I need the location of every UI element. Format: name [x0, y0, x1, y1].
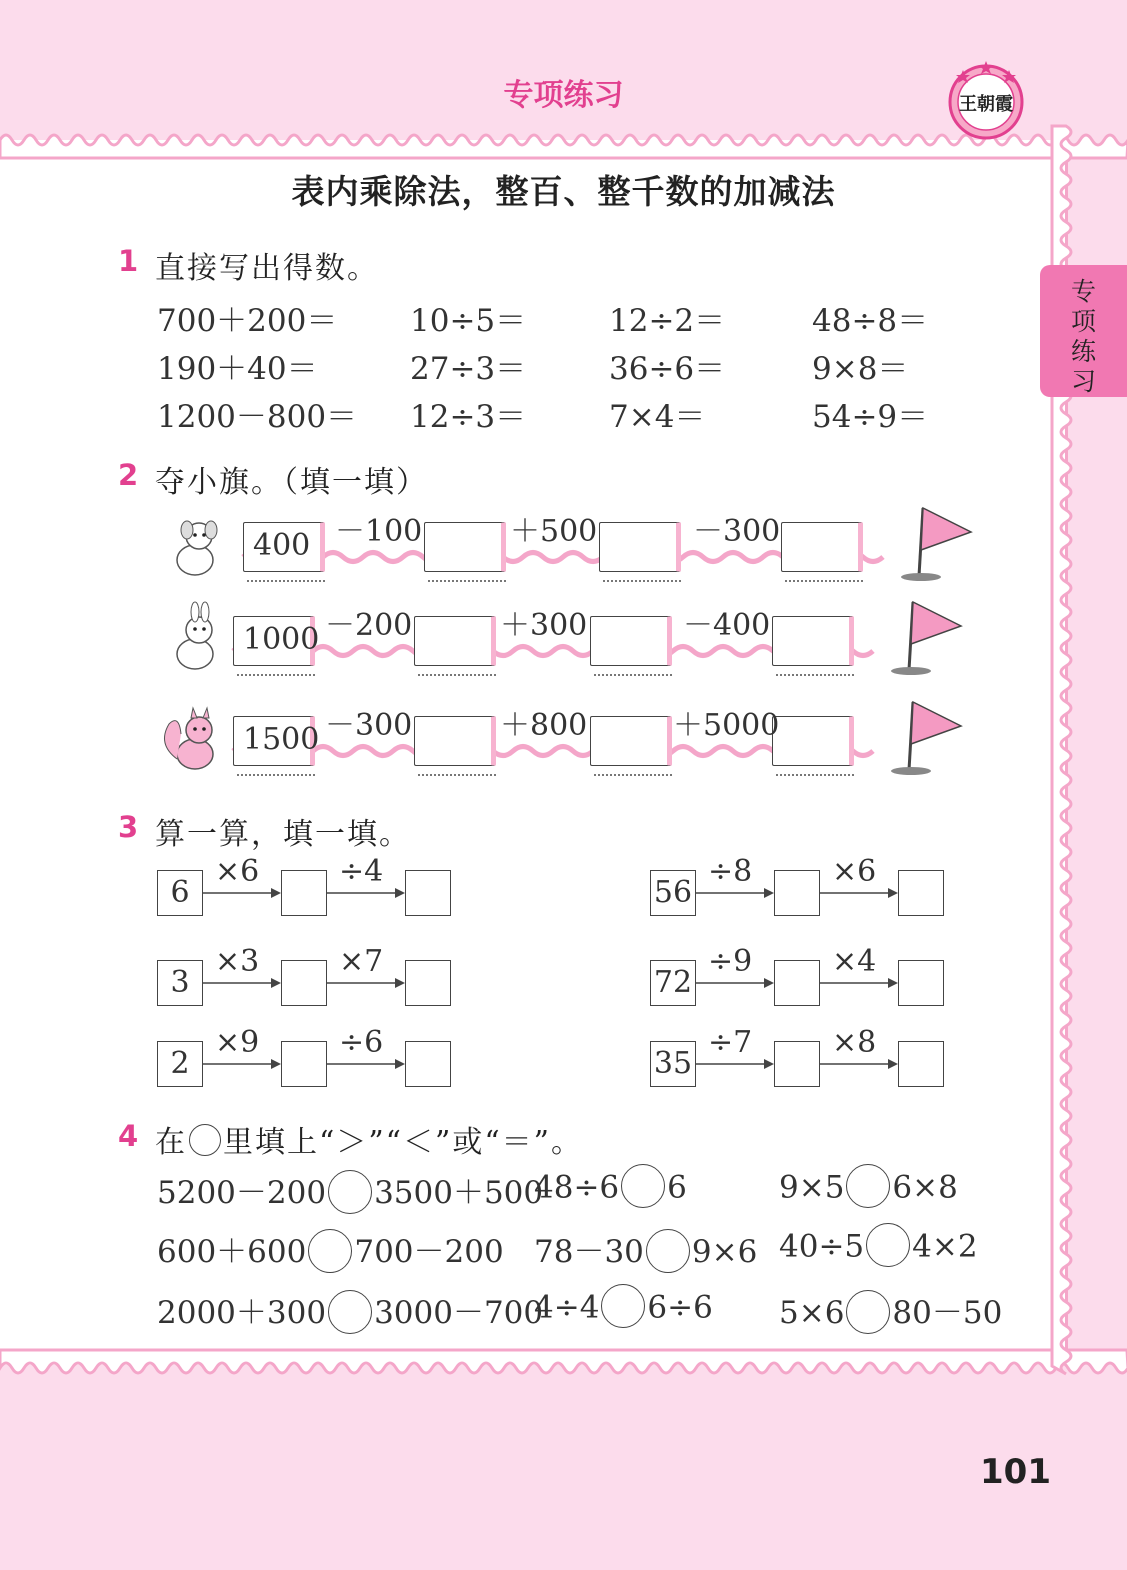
comparison-left: 78－30 [534, 1234, 644, 1270]
operation-label: －400 [683, 608, 771, 643]
question-3-text: 算一算，填一填。 [155, 817, 411, 852]
chain-operation: ÷9 [708, 944, 753, 979]
compare-circle[interactable] [846, 1164, 890, 1208]
comparison-right: 700－200 [354, 1234, 504, 1270]
chain-start-value: 6 [170, 875, 190, 910]
start-value: 400 [253, 528, 311, 563]
side-tab-char: 项 [1070, 307, 1096, 336]
chain-operation: ÷8 [708, 854, 753, 889]
question-4-text-after: 里填上“＞”“＜”或“＝”。 [223, 1125, 584, 1160]
comparison-right: 3500＋500 [374, 1175, 544, 1211]
chain-answer-box[interactable] [898, 960, 944, 1006]
answer-box[interactable] [772, 616, 854, 666]
q1-expression[interactable]: 48÷8＝ [812, 303, 929, 339]
brand-logo [945, 58, 1027, 140]
compare-circle[interactable] [308, 1229, 352, 1273]
dog-icon [155, 510, 227, 582]
answer-box[interactable] [414, 616, 496, 666]
goal-flag-icon [885, 598, 975, 678]
operation-label: ＋500 [510, 514, 598, 549]
question-4-number: 4 [118, 1119, 139, 1153]
question-4-text-before: 在 [155, 1125, 187, 1160]
comparison-left: 9×5 [779, 1169, 845, 1206]
chain-answer-box[interactable] [898, 870, 944, 916]
compare-circle[interactable] [621, 1164, 665, 1208]
page-number: 101 [980, 1452, 1051, 1492]
logo-text: 王朝霞 [959, 94, 1013, 115]
chain-answer-box[interactable] [405, 960, 451, 1006]
comparison-item [779, 1167, 958, 1211]
question-3-number: 3 [118, 810, 139, 844]
answer-box[interactable] [590, 616, 672, 666]
operation-label: ＋5000 [673, 708, 780, 743]
compare-circle[interactable] [846, 1290, 890, 1334]
rabbit-icon [155, 604, 227, 676]
q1-expression[interactable]: 10÷5＝ [410, 303, 527, 339]
comparison-left: 48÷6 [534, 1169, 620, 1206]
q1-expression[interactable]: 12÷2＝ [609, 303, 726, 339]
comparison-item [534, 1167, 687, 1211]
operation-label: ＋300 [500, 608, 588, 643]
q1-expression[interactable]: 12÷3＝ [410, 399, 527, 435]
comparison-item [157, 1167, 543, 1217]
operation-label: －100 [335, 514, 423, 549]
comparison-item [157, 1226, 504, 1276]
chain-answer-box[interactable] [774, 1041, 820, 1087]
page-title: 表内乘除法，整百、整千数的加减法 [291, 172, 836, 211]
side-tab-char: 专 [1070, 277, 1096, 306]
chain-answer-box[interactable] [405, 870, 451, 916]
answer-box[interactable] [772, 716, 854, 766]
grass-decoration [237, 766, 315, 776]
q1-expression[interactable]: 9×8＝ [812, 351, 909, 387]
chain-answer-box[interactable] [774, 960, 820, 1006]
answer-box[interactable] [424, 522, 506, 572]
grass-decoration [785, 572, 863, 582]
chain-answer-box[interactable] [405, 1041, 451, 1087]
compare-circle[interactable] [328, 1290, 372, 1334]
q1-expression[interactable]: 27÷3＝ [410, 351, 527, 387]
q1-expression[interactable]: 190＋40＝ [157, 351, 318, 387]
grass-decoration [237, 666, 315, 676]
compare-circle[interactable] [328, 1170, 372, 1214]
start-value: 1000 [243, 622, 320, 657]
comparison-left: 2000＋300 [157, 1295, 327, 1331]
q1-expression[interactable]: 1200－800＝ [157, 399, 358, 435]
comparison-right: 80－50 [892, 1295, 1003, 1331]
comparison-item [779, 1287, 1002, 1337]
comparison-right: 4×2 [912, 1228, 978, 1265]
comparison-left: 600＋600 [157, 1234, 307, 1270]
chain-operation: ÷6 [339, 1025, 384, 1060]
grass-decoration [247, 572, 325, 582]
comparison-right: 6÷6 [647, 1289, 713, 1326]
bottom-wave-border [0, 1350, 1127, 1390]
comparison-item [157, 1287, 543, 1337]
operation-label: －300 [325, 708, 413, 743]
chain-operation: ×4 [832, 944, 877, 979]
chain-operation: ×3 [215, 944, 260, 979]
grass-decoration [776, 766, 854, 776]
chain-answer-box[interactable] [281, 960, 327, 1006]
q1-expression[interactable]: 700＋200＝ [157, 303, 338, 339]
answer-box[interactable] [599, 522, 681, 572]
q1-expression[interactable]: 54÷9＝ [812, 399, 929, 435]
question-1-number: 1 [118, 244, 139, 278]
chain-operation: ÷7 [708, 1025, 753, 1060]
chain-operation: ×6 [832, 854, 877, 889]
start-value: 1500 [243, 722, 320, 757]
q1-expression[interactable]: 36÷6＝ [609, 351, 726, 387]
grass-decoration [594, 666, 672, 676]
chain-answer-box[interactable] [774, 870, 820, 916]
compare-circle[interactable] [601, 1284, 645, 1328]
chain-start-value: 2 [170, 1046, 190, 1081]
chain-operation: ×8 [832, 1025, 877, 1060]
question-4-text [155, 1117, 583, 1161]
chain-answer-box[interactable] [281, 1041, 327, 1087]
side-tab[interactable] [1040, 265, 1127, 397]
chain-operation: ×7 [339, 944, 384, 979]
grass-decoration [418, 666, 496, 676]
goal-flag-icon [885, 698, 975, 778]
comparison-item [534, 1287, 713, 1331]
comparison-left: 5×6 [779, 1295, 845, 1331]
squirrel-icon [155, 704, 227, 776]
side-tab-char: 习 [1070, 367, 1096, 396]
comparison-right: 6 [667, 1169, 687, 1206]
grass-decoration [594, 766, 672, 776]
q1-expression[interactable]: 7×4＝ [609, 399, 706, 435]
chain-answer-box[interactable] [898, 1041, 944, 1087]
comparison-item [779, 1226, 978, 1270]
chain-start-value: 35 [653, 1046, 693, 1081]
chain-start-value: 3 [170, 965, 190, 1000]
comparison-item [534, 1226, 757, 1276]
goal-flag-icon [895, 504, 985, 584]
operation-label: －200 [325, 608, 413, 643]
grass-decoration [418, 766, 496, 776]
question-2-number: 2 [118, 458, 139, 492]
comparison-left: 5200－200 [157, 1175, 327, 1211]
chain-operation: ×9 [215, 1025, 260, 1060]
answer-box[interactable] [414, 716, 496, 766]
compare-circle-icon [189, 1124, 221, 1156]
operation-label: －300 [693, 514, 781, 549]
grass-decoration [776, 666, 854, 676]
answer-box[interactable] [781, 522, 863, 572]
compare-circle[interactable] [646, 1229, 690, 1273]
chain-operation: ÷4 [339, 854, 384, 889]
chain-start-value: 72 [653, 965, 693, 1000]
chain-answer-box[interactable] [281, 870, 327, 916]
grass-decoration [603, 572, 681, 582]
comparison-right: 9×6 [691, 1234, 758, 1270]
grass-decoration [428, 572, 506, 582]
operation-label: ＋800 [500, 708, 588, 743]
side-tab-char: 练 [1070, 337, 1096, 366]
question-2-text: 夺小旗。（填一填） [155, 465, 428, 500]
chain-start-value: 56 [653, 875, 693, 910]
question-1-text: 直接写出得数。 [155, 251, 379, 286]
compare-circle[interactable] [866, 1223, 910, 1267]
comparison-right: 3000－700 [374, 1295, 544, 1331]
comparison-left: 4÷4 [534, 1289, 600, 1326]
comparison-right: 6×8 [892, 1169, 958, 1206]
comparison-left: 40÷5 [779, 1228, 865, 1265]
chain-operation: ×6 [215, 854, 260, 889]
answer-box[interactable] [590, 716, 672, 766]
section-header: 专项练习 [503, 78, 624, 113]
